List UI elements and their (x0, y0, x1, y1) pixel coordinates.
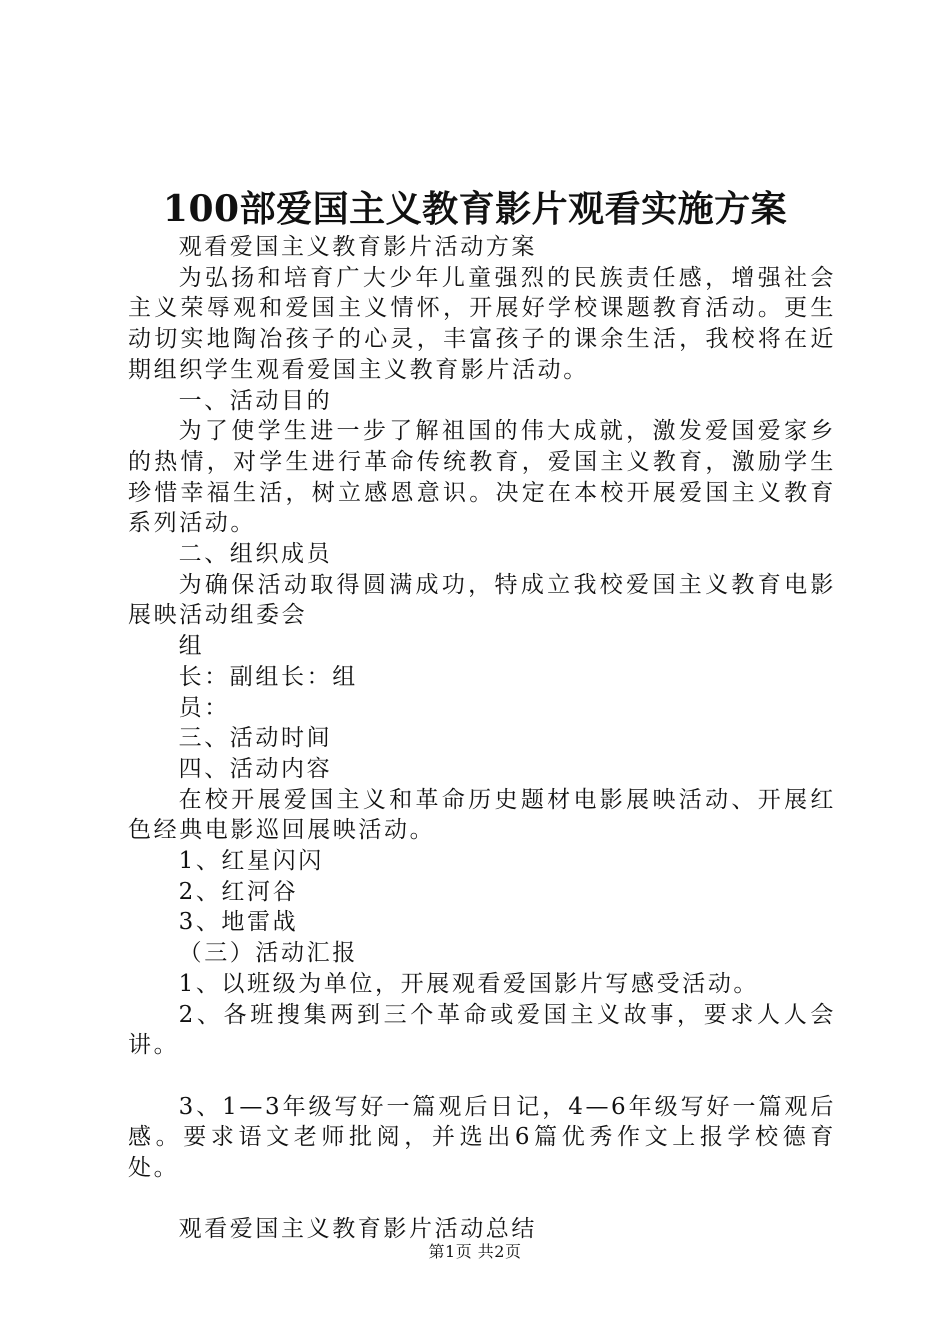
paragraph-members: 为确保活动取得圆满成功，特成立我校爱国主义教育电影展映活动组委会 (128, 571, 836, 629)
page-footer: 第1页 共2页 (428, 1242, 522, 1261)
paragraph-summary-heading: 观看爱国主义教育影片活动总结 (178, 1216, 537, 1243)
section-heading-content: 四、活动内容 (178, 755, 333, 782)
paragraph-members-leader: 组 (178, 633, 205, 660)
list-item-report-1: 1、以班级为单位，开展观看爱国影片写感受活动。 (178, 970, 760, 997)
document-body (128, 232, 836, 1245)
section-heading-members: 二、组织成员 (178, 541, 333, 568)
paragraph-content: 在校开展爱国主义和革命历史题材电影展映活动、开展红色经典电影巡回展映活动。 (128, 786, 836, 844)
list-item-film-1: 1、红星闪闪 (178, 848, 324, 875)
paragraph-members-roles: 长：副组长：组 (178, 663, 358, 690)
list-item-report-2: 2、各班搜集两到三个革命或爱国主义故事，要求人人会讲。 (128, 1001, 836, 1059)
blank-line (128, 1184, 836, 1215)
list-item-report-3: 3、1—3年级写好一篇观后日记，4—6年级写好一篇观后感。要求语文老师批阅，并选出6篇优秀作文上报学校德育处。 (128, 1093, 836, 1182)
section-heading-purpose: 一、活动目的 (178, 387, 333, 414)
blank-line (128, 1061, 836, 1092)
section-heading-time: 三、活动时间 (178, 725, 333, 752)
document-title: 100部爱国主义教育影片观看实施方案 (162, 188, 788, 230)
list-item-film-3: 3、地雷战 (178, 909, 299, 936)
paragraph-intro: 为弘扬和培育广大少年儿童强烈的民族责任感，增强社会主义荣辱观和爱国主义情怀，开展好学校课题教育活动。更生动切实地陶冶孩子的心灵，丰富孩子的课余生活，我校将在近期组织学生观看爱国主义教育影片活动。 (128, 264, 836, 383)
paragraph-members-staff: 员： (178, 694, 230, 721)
paragraph-plan-heading: 观看爱国主义教育影片活动方案 (178, 234, 537, 260)
list-item-film-2: 2、红河谷 (178, 878, 299, 905)
section-heading-report: （三）活动汇报 (178, 940, 358, 967)
paragraph-purpose: 为了使学生进一步了解祖国的伟大成就，激发爱国爱家乡的热情，对学生进行革命传统教育，爱国主义教育，激励学生珍惜幸福生活，树立感恩意识。决定在本校开展爱国主义教育系列活动。 (128, 418, 836, 537)
